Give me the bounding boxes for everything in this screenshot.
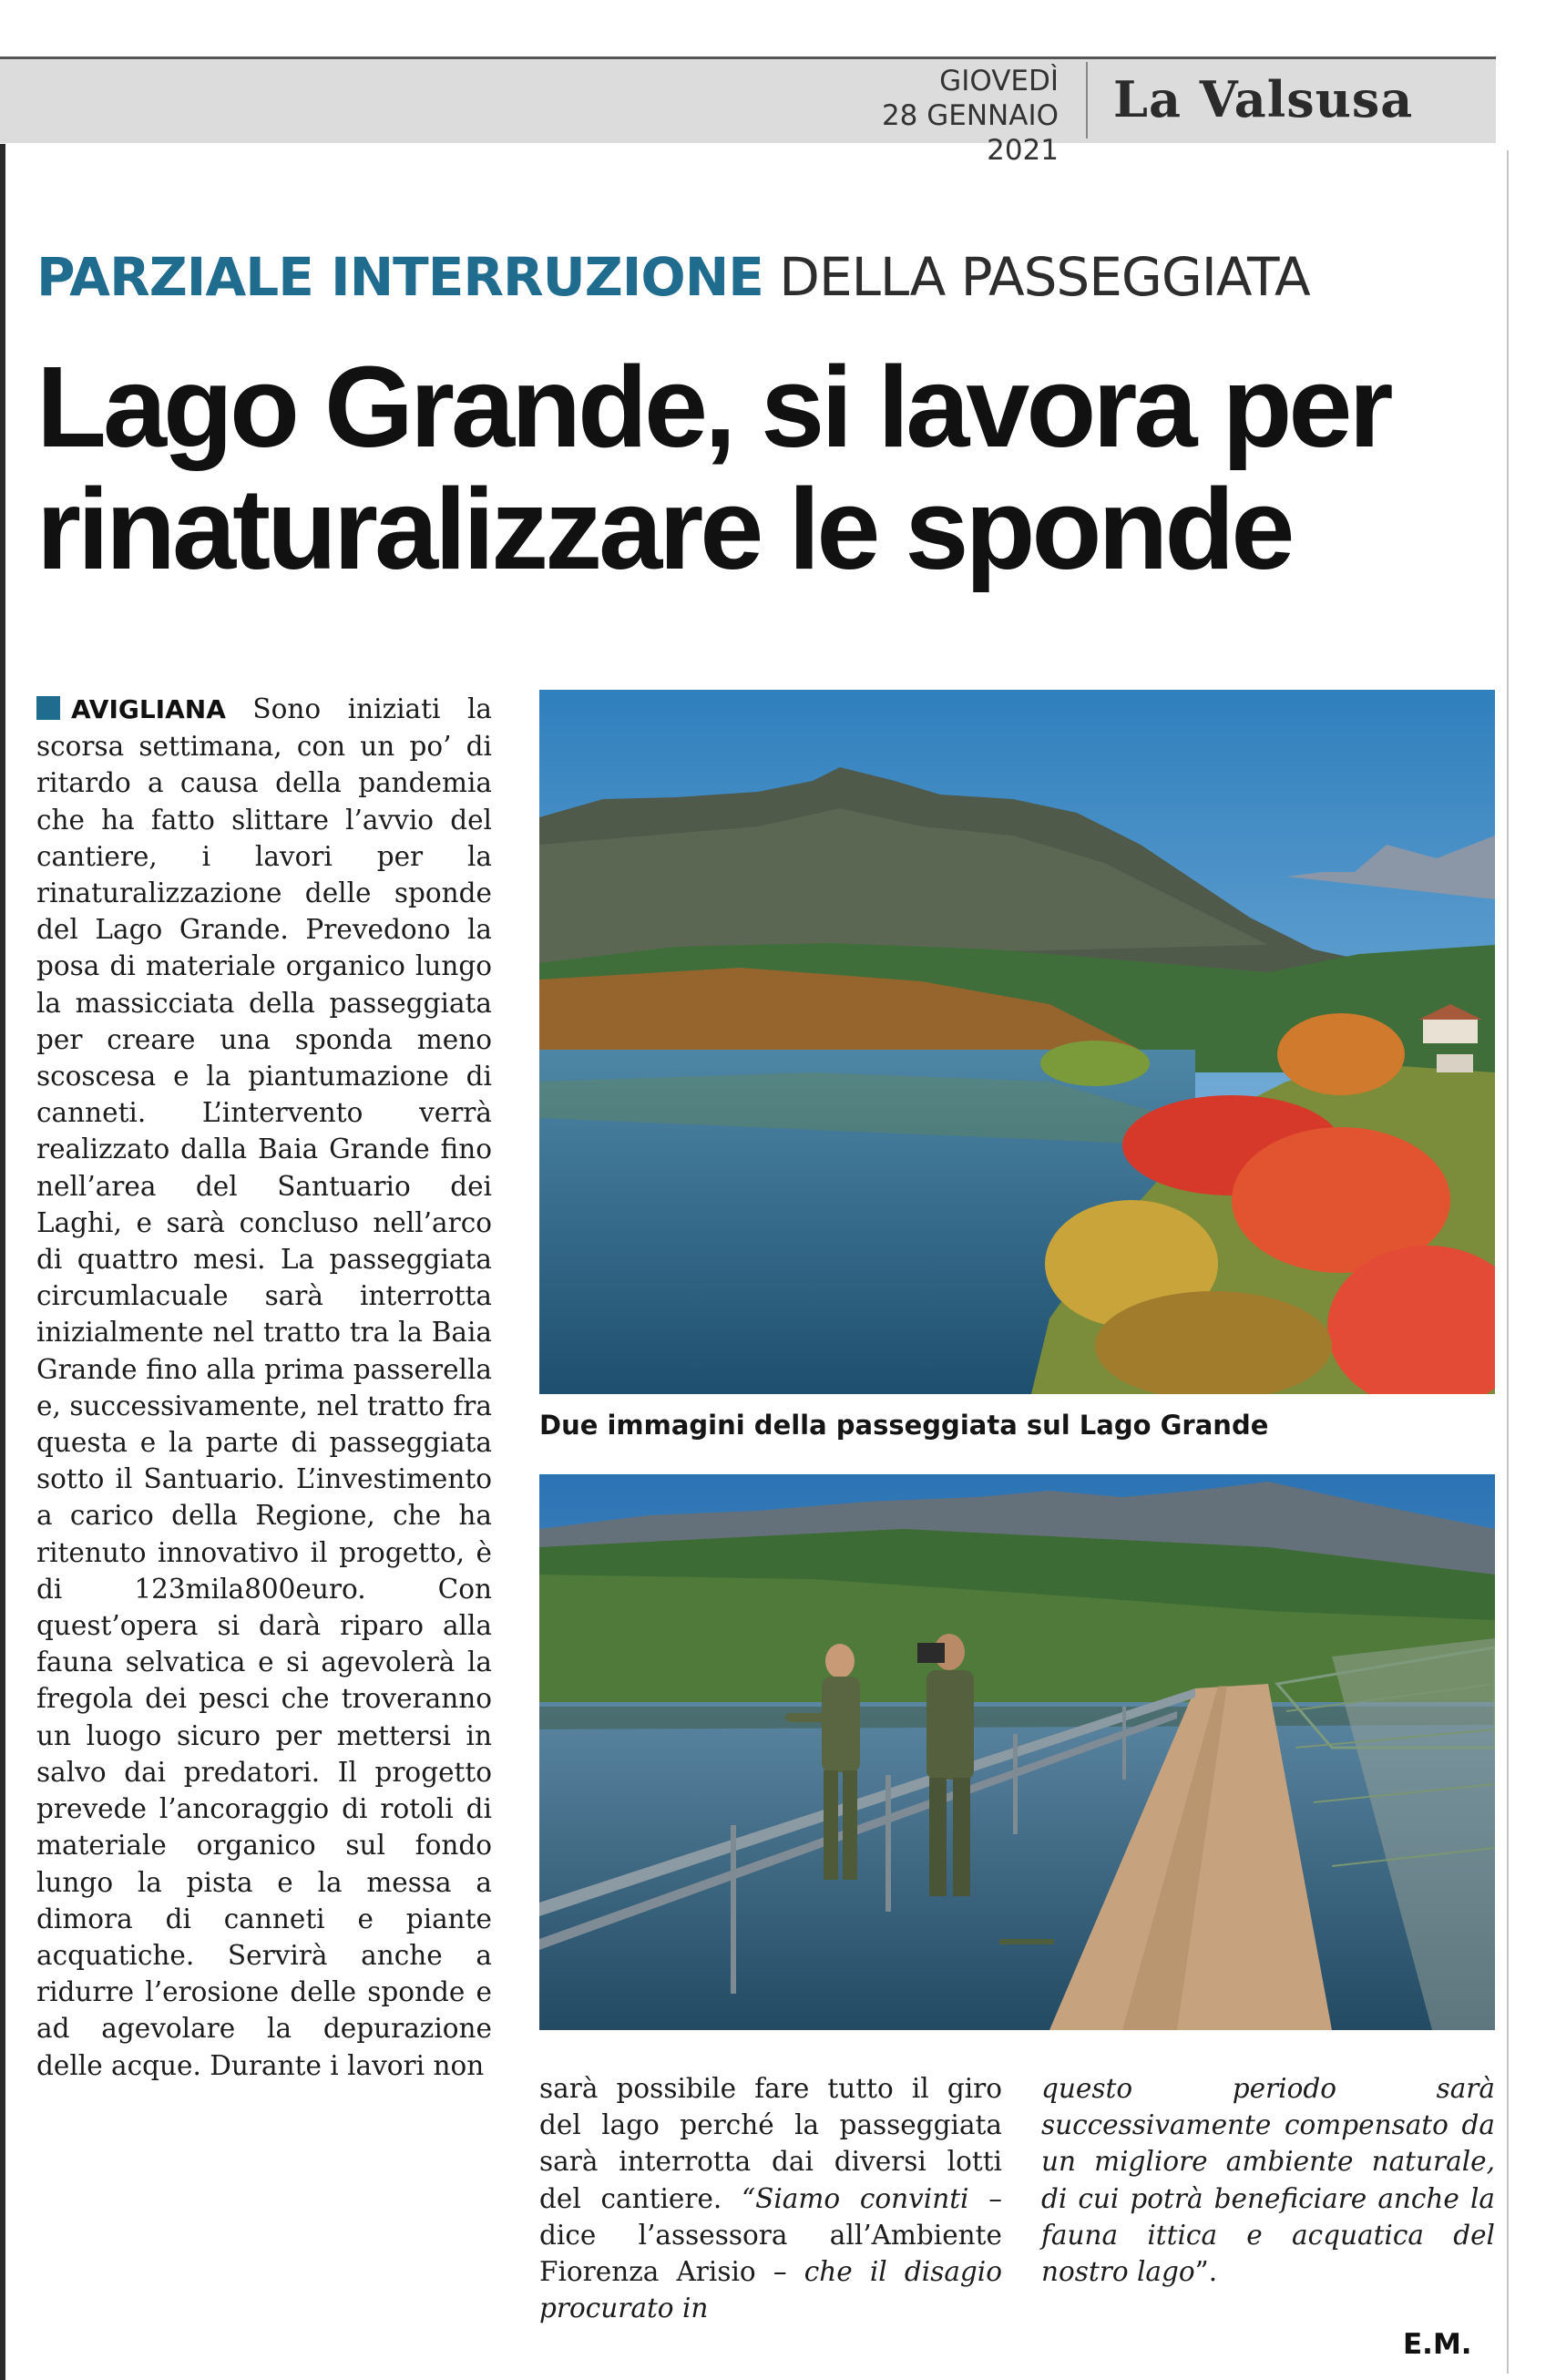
lake-walkway-illustration xyxy=(539,1474,1495,2030)
right-border-rule xyxy=(1507,150,1509,2374)
photo-caption: Due immagini della passeggiata sul Lago Grande xyxy=(539,1410,1269,1441)
kicker xyxy=(36,244,1310,310)
section-square-icon xyxy=(36,696,60,720)
dateline-location: AVIGLIANA xyxy=(71,694,226,724)
quote-attribution: – dice l’assessora all’Ambiente Fiorenza Arisio xyxy=(539,2182,1002,2288)
lake-walkway-photo xyxy=(539,1474,1495,2030)
article-text-col2: sarà possibile fare tutto il giro del lago perché la passeggiata sarà interrotta dai diversi lotti del cantiere. xyxy=(539,2073,1002,2214)
quote-start: “Siamo convinti xyxy=(742,2182,969,2214)
quote-continuation: – che il disagio procurato in xyxy=(539,2256,1003,2324)
headline-line-1: Lago Grande, si lavora per xyxy=(36,343,1390,471)
kicker-light: DELLA PASSEGGIATA xyxy=(779,246,1310,308)
quote-end: ”. xyxy=(1194,2256,1218,2288)
issue-full-date: 28 GENNAIO 2021 xyxy=(881,99,1059,167)
lake-autumn-photo xyxy=(539,690,1495,1394)
headline xyxy=(36,343,1494,593)
author-signature: E.M. xyxy=(1403,2328,1472,2361)
newspaper-masthead: La Valsusa xyxy=(1113,70,1414,128)
headline-line-2: rinaturalizzare le sponde xyxy=(36,465,1292,593)
left-border-rule xyxy=(0,144,5,2380)
header-divider xyxy=(1086,62,1088,138)
article-column-3 xyxy=(1041,2070,1495,2290)
kicker-strong: PARZIALE INTERRUZIONE xyxy=(36,246,763,308)
article-column-2 xyxy=(539,2070,1002,2326)
issue-weekday: GIOVEDÌ xyxy=(939,65,1059,97)
lake-autumn-illustration xyxy=(539,690,1495,1394)
article-text-col1: Sono iniziati la scorsa settimana, con un po’ di ritardo a causa della pandemia che ha fatto slittare l’avvio del cantiere, i lavori per la rinaturalizzazione delle sponde del Lago Grande. Prevedono la posa di materiale organico lungo la massicciata della passeggiata per creare una sponda meno scoscesa e la piantumazione di canneti. L’intervento verrà realizzato dalla Baia Grande fino nell’area del Santuario dei Laghi, e sarà concluso nell’arco di quattro mesi. La passeggiata circumlacuale sarà interrotta inizialmente nel tratto tra la Baia Grande fino alla prima passerella e, successivamente, nel tratto fra questa e la parte di passeggiata sotto il Santuario. L’investimento a carico della Regione, che ha ritenuto innovativo il progetto, è di 123mila800euro. Con quest’opera si darà riparo alla fauna selvatica e si agevolerà la fregola dei pesci che troveranno un luogo sicuro per mettersi in salvo dai predatori. Il progetto prevede l’ancoraggio di rotoli di materiale organico sul fondo lungo la pista e la messa a dimora di canneti e piante acquatiche. Servirà anche a ridurre l’erosione delle sponde e ad agevolare la depurazione delle acque. Durante i lavori non xyxy=(36,693,492,2081)
quote-text-col3: questo periodo sarà successivamente compensato da un migliore ambiente naturale, di cui potrà beneficiare anche la fauna ittica e acquatica del nostro lago xyxy=(1041,2073,1495,2288)
article-column-1 xyxy=(36,691,492,2084)
issue-date xyxy=(802,64,1059,168)
